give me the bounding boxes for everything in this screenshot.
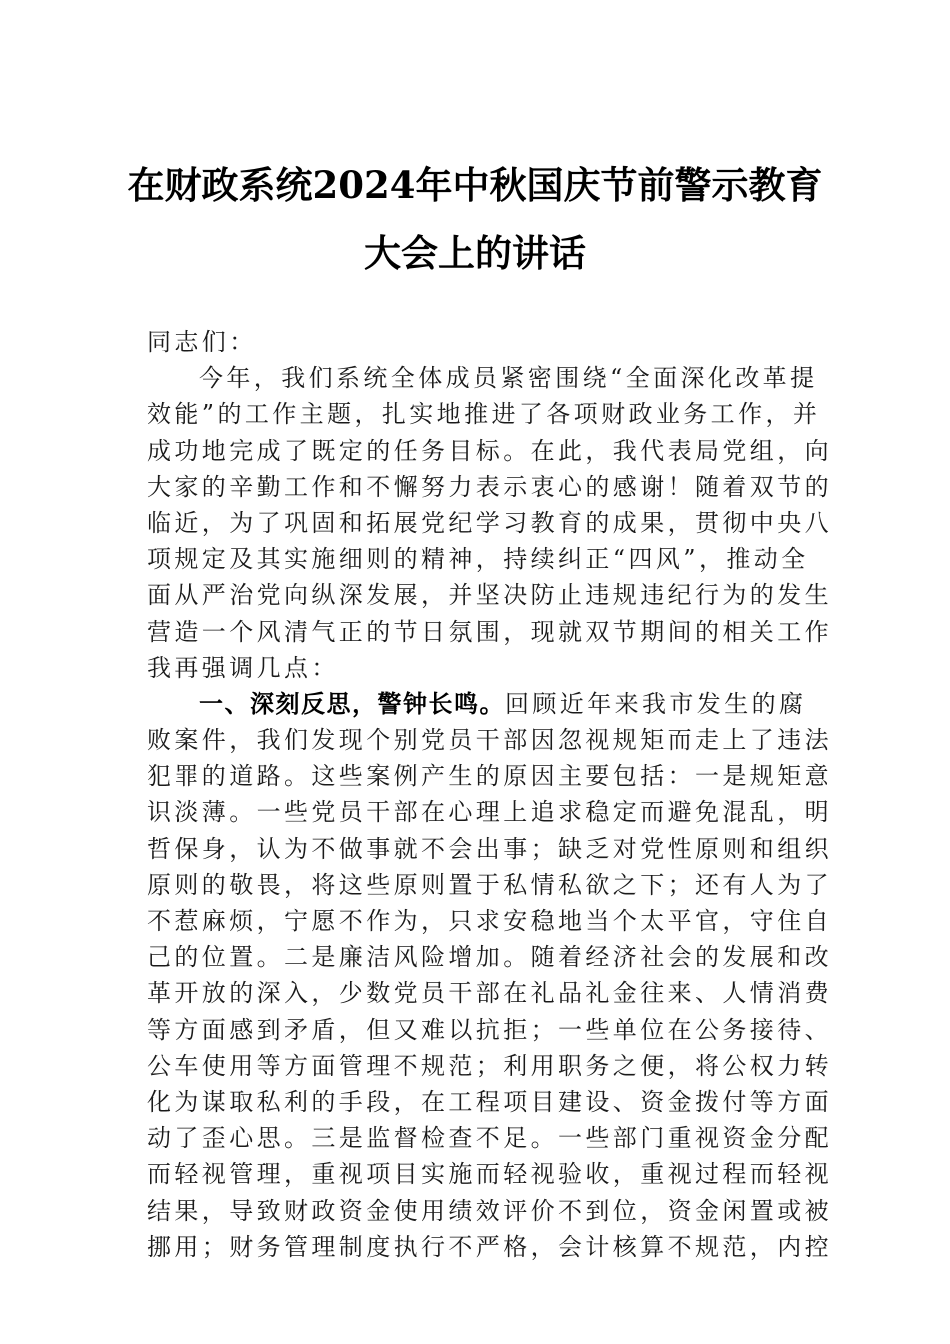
paragraph-line: 结果，导致财政资金使用绩效评价不到位，资金闲置或被 [147, 1196, 832, 1225]
paragraph-line: 哲保身，认为不做事就不会出事；缺乏对党性原则和组织 [147, 834, 832, 863]
document-title-line-2: 大会上的讲话 [364, 231, 586, 275]
section-1-first-line [147, 686, 807, 722]
paragraph-line: 挪用；财务管理制度执行不严格，会计核算不规范，内控 [147, 1232, 832, 1261]
document-body [147, 324, 832, 1265]
paragraph-line: 大家的辛勤工作和不懈努力表示衷心的感谢！随着双节的 [147, 472, 832, 501]
paragraph-line: 革开放的深入，少数党员干部在礼品礼金往来、人情消费 [147, 979, 832, 1008]
section-1-heading: 一、深刻反思，警钟长鸣。 [199, 689, 505, 718]
paragraph-line: 败案件，我们发现个别党员干部因忽视规矩而走上了违法 [147, 726, 832, 755]
section-1-first-line-text: 回顾近年来我市发生的腐 [505, 689, 807, 718]
paragraph-line: 今年，我们系统全体成员紧密围绕“全面深化改革提 [199, 364, 818, 393]
paragraph-line: 公车使用等方面管理不规范；利用职务之便，将公权力转 [147, 1051, 832, 1080]
paragraph-line: 项规定及其实施细则的精神，持续纠正“四风”，推动全 [147, 545, 809, 574]
document-title-line-1: 在财政系统2024年中秋国庆节前警示教育 [127, 163, 823, 207]
paragraph-line: 等方面感到矛盾，但又难以抗拒；一些单位在公务接待、 [147, 1015, 832, 1044]
paragraph-line: 营造一个风清气正的节日氛围，现就双节期间的相关工作 [147, 617, 832, 646]
paragraph-line: 我再强调几点： [147, 653, 339, 682]
paragraph-line: 原则的敬畏，将这些原则置于私情私欲之下；还有人为了 [147, 870, 832, 899]
paragraph-line: 不惹麻烦，宁愿不作为，只求安稳地当个太平官，守住自 [147, 907, 832, 935]
paragraph-line: 犯罪的道路。这些案例产生的原因主要包括：一是规矩意 [147, 762, 832, 791]
paragraph-line: 效能”的工作主题，扎实地推进了各项财政业务工作，并 [147, 400, 821, 429]
paragraph-line: 而轻视管理，重视项目实施而轻视验收，重视过程而轻视 [147, 1160, 832, 1189]
paragraph-line: 面从严治党向纵深发展，并坚决防止违规违纪行为的发生 [147, 581, 832, 610]
paragraph-line: 临近，为了巩固和拓展党纪学习教育的成果，贯彻中央八 [147, 508, 832, 537]
salutation: 同志们： [147, 328, 257, 356]
paragraph-line: 动了歪心思。三是监督检查不足。一些部门重视资金分配 [147, 1124, 832, 1153]
paragraph-line: 化为谋取私利的手段，在工程项目建设、资金拨付等方面 [147, 1087, 832, 1116]
paragraph-line: 识淡薄。一些党员干部在心理上追求稳定而避免混乱，明 [147, 798, 832, 827]
paragraph-line: 成功地完成了既定的任务目标。在此，我代表局党组，向 [147, 436, 832, 465]
paragraph-line: 己的位置。二是廉洁风险增加。随着经济社会的发展和改 [147, 943, 832, 972]
